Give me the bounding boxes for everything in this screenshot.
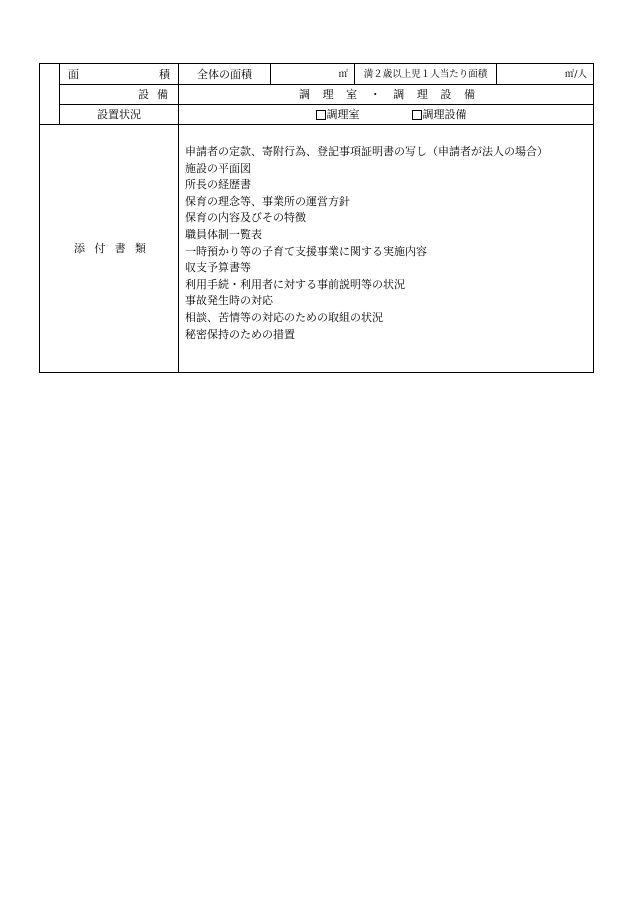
left-margin-cell xyxy=(40,64,60,125)
facility-value-char: 室 xyxy=(346,88,358,101)
total-area-value-field[interactable] xyxy=(271,64,355,85)
attachment-item: 一時預かり等の子育て支援事業に関する実施内容 xyxy=(185,244,427,258)
attachments-label-char-1: 添 xyxy=(74,242,85,255)
form-table xyxy=(39,63,594,373)
cooking-equipment-checkbox[interactable] xyxy=(412,105,467,124)
attachment-item: 保育の理念等、事業所の運営方針 xyxy=(185,194,350,208)
facility-value-char: 調 xyxy=(393,88,405,101)
facility-label-char-2: 備 xyxy=(157,88,168,101)
installation-row xyxy=(40,105,594,125)
attachments-label-char-4: 類 xyxy=(134,242,146,255)
attachments-label-char-3: 書 xyxy=(114,242,126,255)
facility-label-cell xyxy=(60,85,179,105)
facility-value-char: 調 xyxy=(299,88,310,101)
per-child-area-value-field[interactable] xyxy=(497,64,594,85)
facility-value-cell xyxy=(179,85,594,105)
total-area-label: 全体の面積 xyxy=(179,64,271,85)
checkbox-square-icon[interactable] xyxy=(412,110,422,120)
attachments-list xyxy=(179,125,594,373)
installation-options-cell xyxy=(179,105,594,125)
attachment-item: 収支予算書等 xyxy=(185,261,251,275)
facility-row xyxy=(40,85,594,105)
checkbox-square-icon[interactable] xyxy=(316,110,326,120)
installation-label: 設置状況 xyxy=(60,105,179,125)
facility-label-char-1: 設 xyxy=(138,88,149,101)
total-area-unit: ㎡ xyxy=(338,69,348,80)
attachments-label-char-2: 付 xyxy=(94,242,106,255)
facility-value-char: 理 xyxy=(322,88,334,101)
area-label-char-2: 積 xyxy=(159,67,170,81)
cooking-room-checkbox[interactable] xyxy=(316,105,360,124)
per-child-area-unit: ㎡/人 xyxy=(564,69,587,80)
per-child-area-label: 満２歳以上児１人当たり面積 xyxy=(355,64,497,85)
facility-value-char: 備 xyxy=(463,88,475,101)
attachments-label-cell xyxy=(40,125,179,373)
attachment-item: 相談、苦情等の対応のための取組の状況 xyxy=(185,310,383,324)
facility-value-char: 設 xyxy=(440,88,452,101)
attachment-item: 申請者の定款、寄附行為、登記事項証明書の写し（申請者が法人の場合） xyxy=(185,145,548,158)
area-row xyxy=(40,64,594,85)
attachment-item: 事故発生時の対応 xyxy=(185,294,273,308)
attachment-item: 職員体制一覧表 xyxy=(185,227,262,241)
application-form-sheet xyxy=(39,63,593,360)
attachments-row xyxy=(40,125,594,373)
area-label-char-1: 面 xyxy=(68,67,79,81)
attachment-item: 施設の平面図 xyxy=(185,161,251,175)
facility-value-char: 理 xyxy=(416,88,428,101)
facility-value-separator: ・ xyxy=(369,88,381,101)
attachment-item: 秘密保持のための措置 xyxy=(185,327,295,341)
area-label-cell xyxy=(60,64,179,85)
cooking-room-label: 調理室 xyxy=(326,108,360,121)
attachment-item: 所長の経歴書 xyxy=(185,178,251,192)
attachment-item: 保育の内容及びその特徴 xyxy=(185,211,306,225)
cooking-equipment-label: 調理設備 xyxy=(422,108,467,121)
attachment-item: 利用手続・利用者に対する事前説明等の状況 xyxy=(185,277,405,291)
